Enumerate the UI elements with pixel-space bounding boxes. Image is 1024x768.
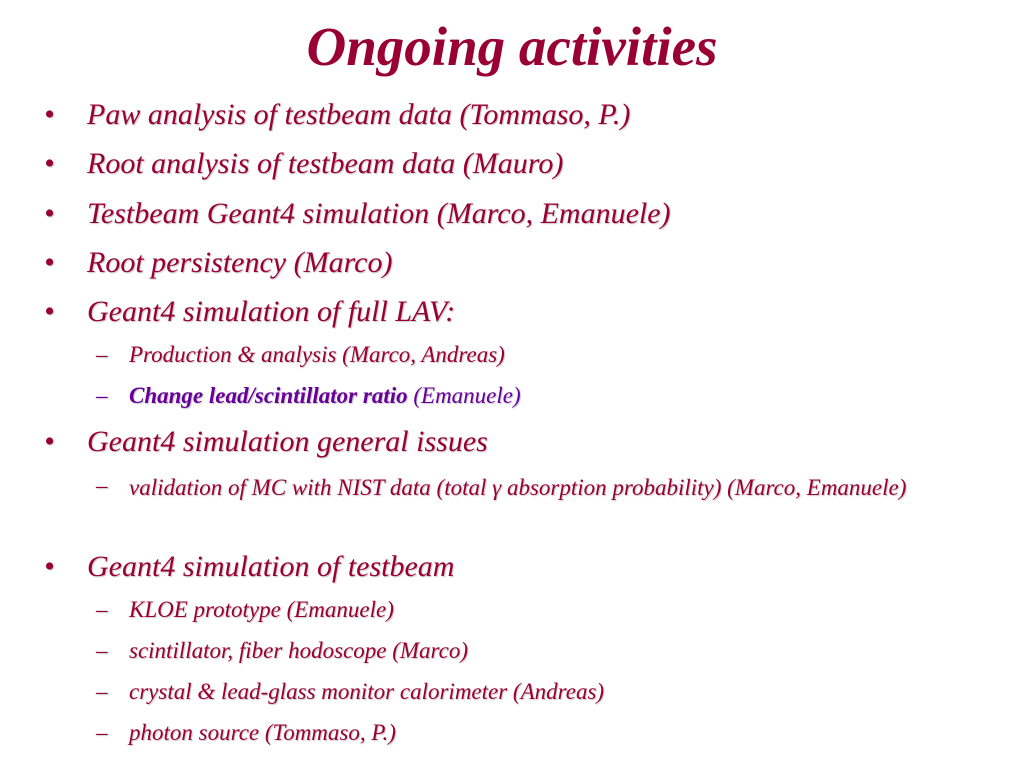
- bullet-icon: •: [44, 550, 55, 583]
- bullet-text: Root analysis of testbeam data (Mauro): [87, 147, 564, 180]
- bullet-text: Root persistency (Marco): [87, 246, 393, 279]
- bullet-icon: •: [44, 295, 55, 328]
- sub-item-text: [129, 381, 521, 411]
- bullet-text: Geant4 simulation general issues: [87, 425, 488, 458]
- dash-icon: –: [96, 342, 108, 367]
- sub-item-text: validation of MC with NIST data (total γ absorption probability) (Marco, Emanuele): [129, 475, 907, 500]
- bullet-icon: •: [44, 197, 55, 230]
- dash-icon: –: [96, 473, 108, 498]
- bullet-text: Geant4 simulation of full LAV:: [87, 295, 456, 328]
- bullet-text: Geant4 simulation of testbeam: [87, 550, 455, 583]
- bullet-text: Testbeam Geant4 simulation (Marco, Emanuele): [87, 197, 671, 230]
- dash-icon: –: [96, 720, 108, 745]
- dash-icon: –: [96, 383, 108, 408]
- dash-icon: –: [96, 638, 108, 663]
- bullet-text: Paw analysis of testbeam data (Tommaso, P.): [87, 98, 631, 131]
- bullet-icon: •: [44, 246, 55, 279]
- slide-title: Ongoing activities: [306, 16, 718, 77]
- sub-item-text: crystal & lead-glass monitor calorimeter (Andreas): [129, 679, 605, 704]
- bullet-icon: •: [44, 147, 55, 180]
- bullet-icon: •: [44, 98, 55, 131]
- sub-item-text: photon source (Tommaso, P.): [129, 720, 396, 745]
- sub-item-text: Production & analysis (Marco, Andreas): [129, 342, 505, 367]
- sub-item-text: KLOE prototype (Emanuele): [129, 597, 394, 622]
- dash-icon: –: [96, 597, 108, 622]
- dash-icon: –: [96, 679, 108, 704]
- sub-item-plain-text: (Emanuele): [407, 383, 521, 408]
- sub-item-bold-text: Change lead/scintillator ratio: [129, 383, 408, 408]
- sub-item-text: scintillator, fiber hodoscope (Marco): [129, 638, 468, 663]
- bullet-icon: •: [44, 425, 55, 458]
